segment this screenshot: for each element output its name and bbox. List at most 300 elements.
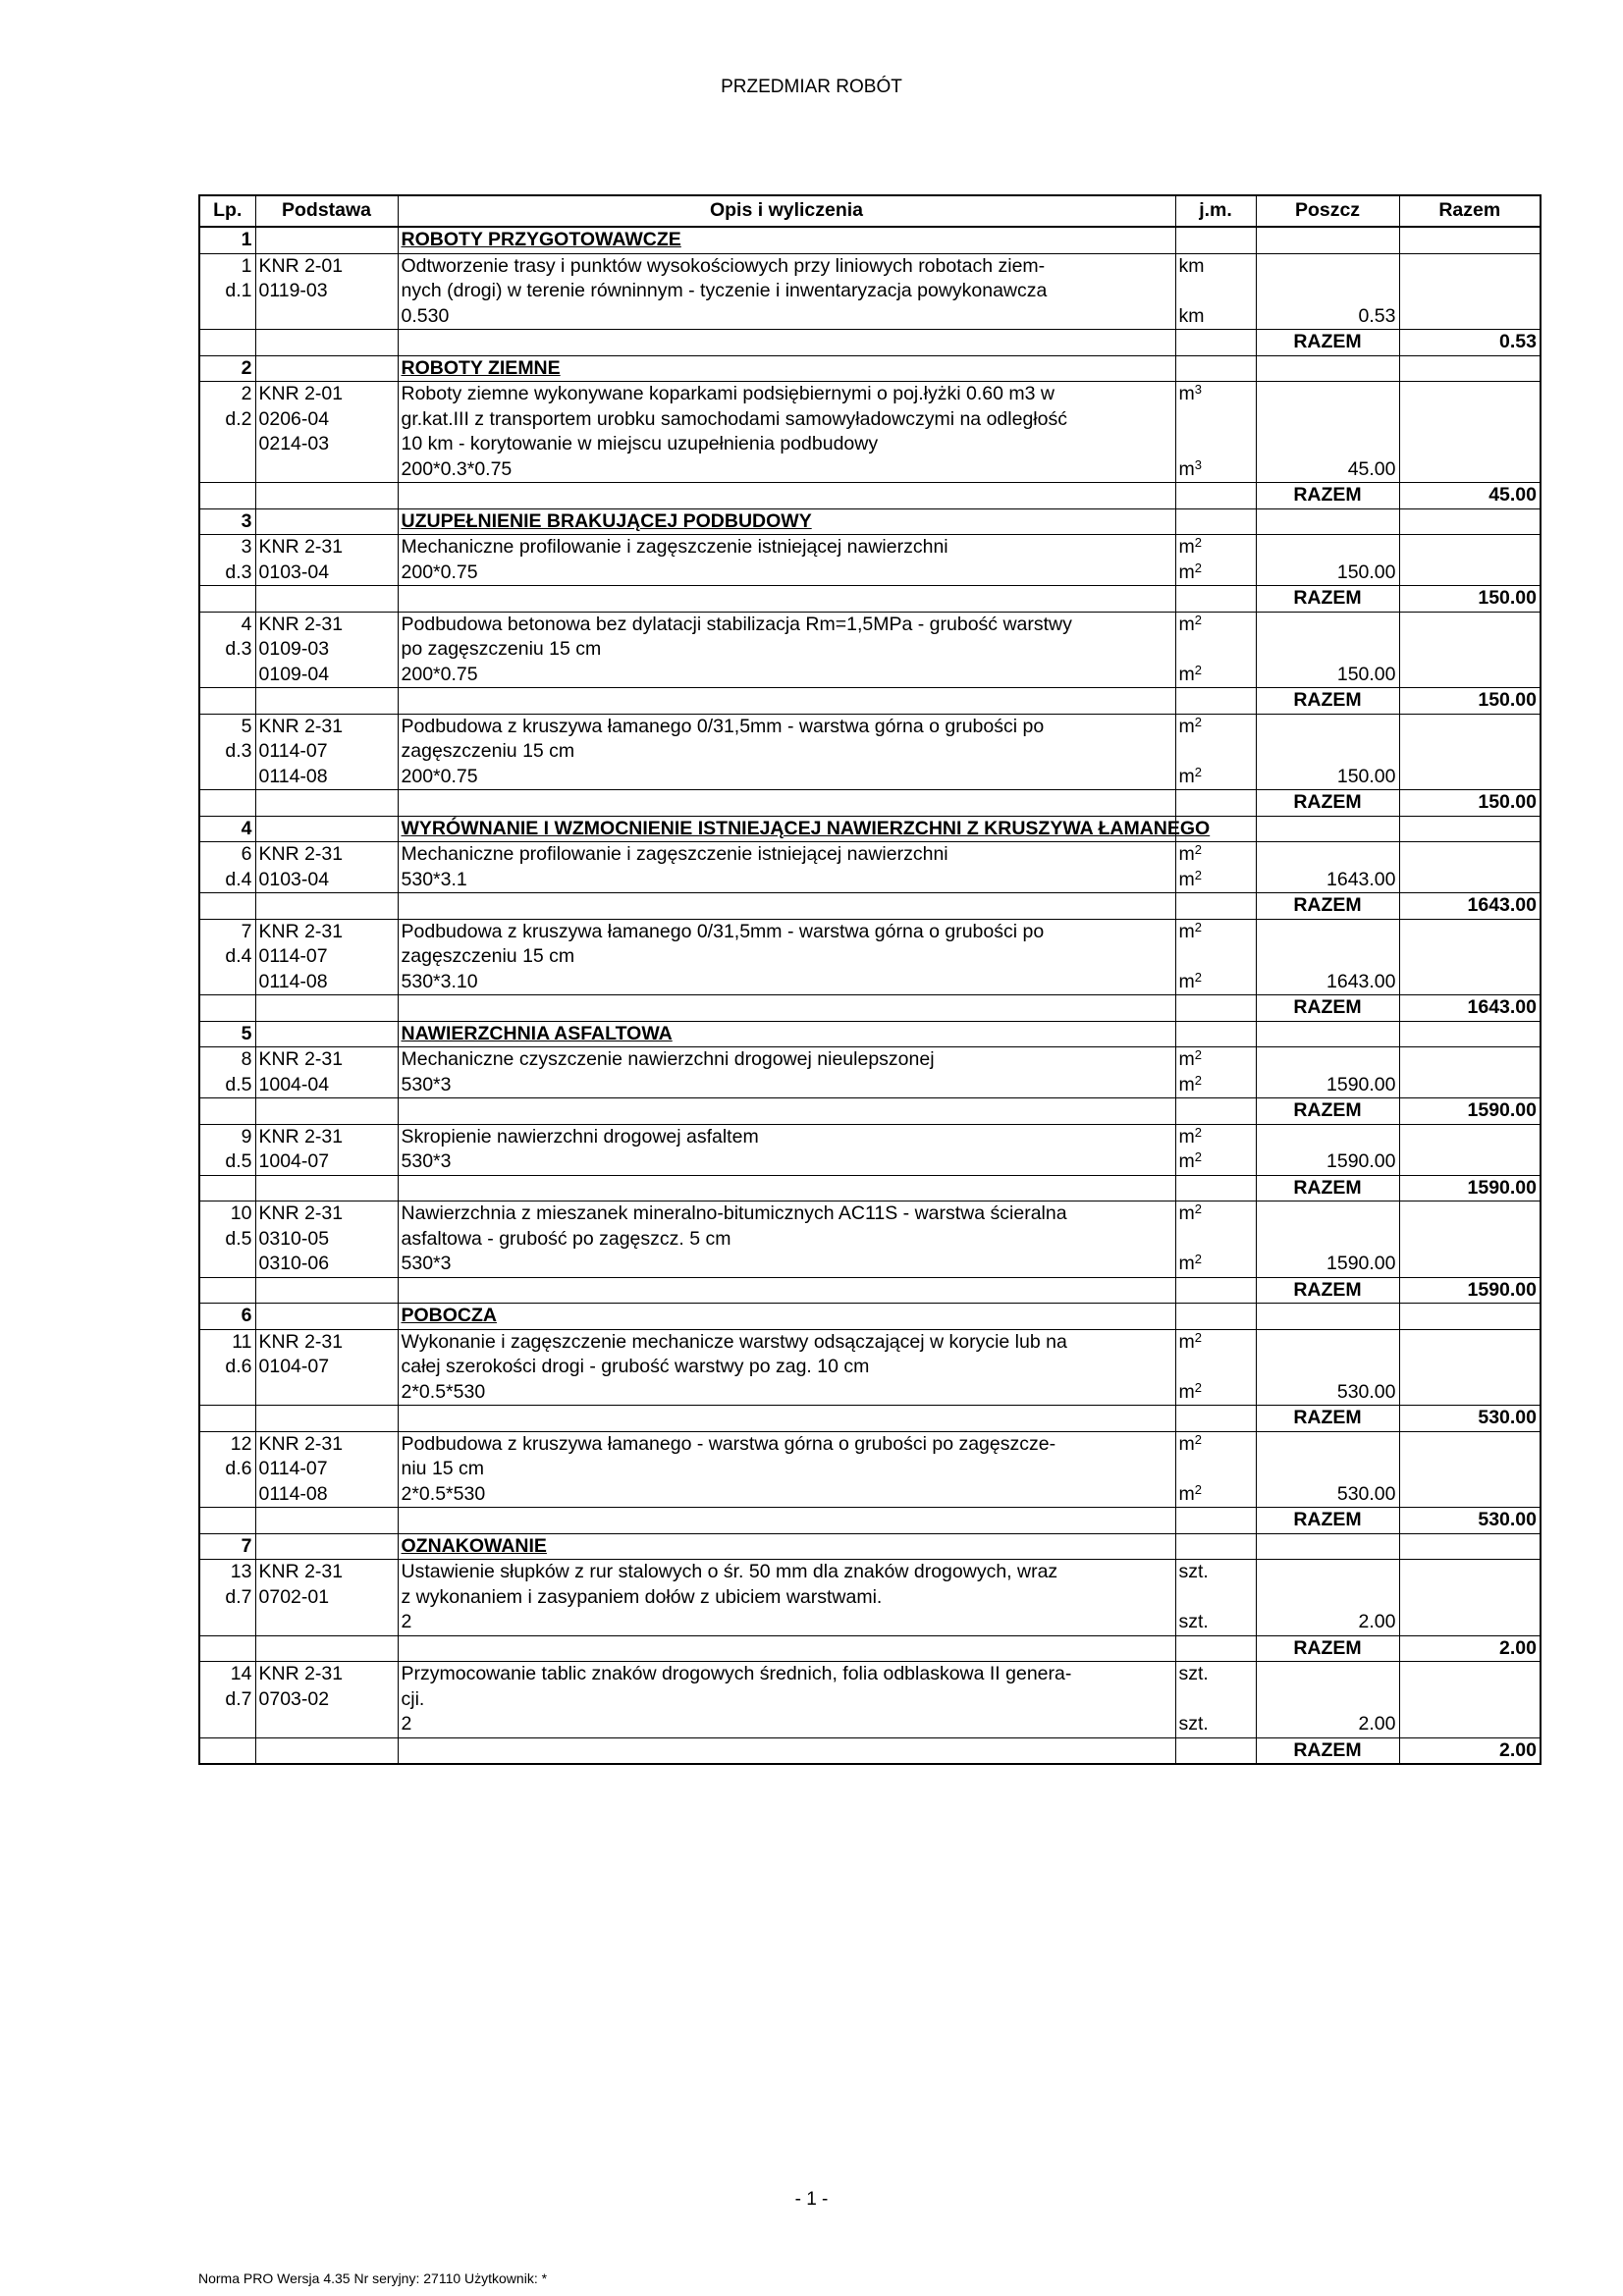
unit-exponent: 2 <box>1194 560 1202 575</box>
section-jm <box>1175 355 1256 382</box>
item-description: Mechaniczne profilowanie i zagęszczenie istniejącej nawierzchni <box>398 535 1175 561</box>
item-unit <box>1175 1457 1256 1482</box>
table-row <box>199 1560 1541 1585</box>
razem-jm <box>1175 995 1256 1022</box>
item-poszcz <box>1256 1662 1399 1687</box>
table-row <box>199 253 1541 279</box>
razem-value: 2.00 <box>1399 1635 1541 1662</box>
item-razem-empty <box>1399 1124 1541 1149</box>
item-razem-empty <box>1399 842 1541 868</box>
item-razem-empty <box>1399 663 1541 688</box>
item-description: Podbudowa z kruszywa łamanego - warstwa górna o grubości po zagęszcze- <box>398 1431 1175 1457</box>
table-row <box>199 612 1541 637</box>
razem-value: 150.00 <box>1399 586 1541 613</box>
section-podstawa <box>255 1304 398 1330</box>
item-unit <box>1175 1073 1256 1098</box>
item-description: z wykonaniem i zasypaniem dołów z ubiciem warstwami. <box>398 1585 1175 1611</box>
item-poszcz: 1590.00 <box>1256 1252 1399 1277</box>
item-unit <box>1175 1687 1256 1713</box>
item-calculation: 2*0.5*530 <box>398 1380 1175 1406</box>
item-lp <box>199 765 255 790</box>
item-razem-empty <box>1399 1380 1541 1406</box>
item-unit <box>1175 842 1256 868</box>
item-podstawa: 0703-02 <box>255 1687 398 1713</box>
razem-label: RAZEM <box>1256 1175 1399 1201</box>
item-poszcz <box>1256 1687 1399 1713</box>
item-podstawa: 1004-04 <box>255 1073 398 1098</box>
table-row <box>199 739 1541 765</box>
item-razem-empty <box>1399 279 1541 304</box>
razem-label: RAZEM <box>1256 1737 1399 1764</box>
item-poszcz: 0.53 <box>1256 304 1399 330</box>
unit-text: m <box>1178 1125 1195 1148</box>
item-unit <box>1175 612 1256 637</box>
item-description: 10 km - korytowanie w miejscu uzupełnienia podbudowy <box>398 432 1175 457</box>
item-unit <box>1175 1329 1256 1355</box>
item-poszcz <box>1256 1124 1399 1149</box>
item-unit <box>1175 1124 1256 1149</box>
section-number: 6 <box>199 1304 255 1330</box>
unit-exponent: 2 <box>1194 1047 1202 1062</box>
item-podstawa: 0109-03 <box>255 637 398 663</box>
section-podstawa <box>255 1021 398 1047</box>
item-lp: d.1 <box>199 279 255 304</box>
item-unit <box>1175 279 1256 304</box>
razem-opis <box>398 1737 1175 1764</box>
item-poszcz <box>1256 919 1399 944</box>
razem-opis <box>398 330 1175 356</box>
razem-jm <box>1175 1175 1256 1201</box>
item-calculation: 530*3 <box>398 1073 1175 1098</box>
unit-exponent: 2 <box>1194 662 1202 677</box>
item-razem-empty <box>1399 382 1541 407</box>
item-podstawa: KNR 2-01 <box>255 253 398 279</box>
item-razem-empty <box>1399 1047 1541 1073</box>
item-poszcz: 1643.00 <box>1256 970 1399 995</box>
razem-label: RAZEM <box>1256 893 1399 920</box>
table-row <box>199 1610 1541 1635</box>
item-poszcz <box>1256 1355 1399 1380</box>
header-poszcz: Poszcz <box>1256 195 1399 227</box>
section-title: ROBOTY ZIEMNE <box>398 355 1175 382</box>
razem-value: 0.53 <box>1399 330 1541 356</box>
razem-jm <box>1175 330 1256 356</box>
item-razem-empty <box>1399 1585 1541 1611</box>
razem-label: RAZEM <box>1256 790 1399 817</box>
razem-value: 2.00 <box>1399 1737 1541 1764</box>
item-lp: 6 <box>199 842 255 868</box>
section-podstawa <box>255 227 398 253</box>
razem-opis <box>398 1406 1175 1432</box>
item-poszcz <box>1256 944 1399 970</box>
item-description: Podbudowa betonowa bez dylatacji stabilizacja Rm=1,5MPa - grubość warstwy <box>398 612 1175 637</box>
item-razem-empty <box>1399 1252 1541 1277</box>
item-razem-empty <box>1399 535 1541 561</box>
section-row <box>199 1533 1541 1560</box>
header-podstawa: Podstawa <box>255 195 398 227</box>
table-row <box>199 970 1541 995</box>
section-row <box>199 1304 1541 1330</box>
item-lp: d.7 <box>199 1585 255 1611</box>
table-row <box>199 944 1541 970</box>
item-razem-empty <box>1399 304 1541 330</box>
razem-jm <box>1175 1737 1256 1764</box>
table-header-row <box>199 195 1541 227</box>
item-poszcz <box>1256 842 1399 868</box>
table-row <box>199 382 1541 407</box>
item-podstawa <box>255 457 398 483</box>
unit-exponent: 2 <box>1194 867 1202 882</box>
item-razem-empty <box>1399 1149 1541 1175</box>
razem-jm <box>1175 586 1256 613</box>
section-poszcz <box>1256 1304 1399 1330</box>
item-razem-empty <box>1399 1355 1541 1380</box>
section-poszcz <box>1256 355 1399 382</box>
razem-jm <box>1175 483 1256 509</box>
razem-label: RAZEM <box>1256 688 1399 715</box>
item-lp <box>199 1252 255 1277</box>
table-row <box>199 1073 1541 1098</box>
item-unit <box>1175 407 1256 433</box>
unit-text: szt. <box>1178 1663 1209 1684</box>
item-unit <box>1175 1227 1256 1253</box>
item-lp <box>199 1380 255 1406</box>
razem-podstawa <box>255 586 398 613</box>
item-lp <box>199 663 255 688</box>
document-title: PRZEDMIAR ROBÓT <box>721 77 902 97</box>
unit-exponent: 3 <box>1194 382 1202 397</box>
unit-exponent: 2 <box>1194 1124 1202 1140</box>
item-lp <box>199 432 255 457</box>
item-poszcz <box>1256 279 1399 304</box>
item-unit <box>1175 253 1256 279</box>
unit-exponent: 2 <box>1194 1072 1202 1088</box>
item-podstawa: 0114-07 <box>255 739 398 765</box>
razem-label: RAZEM <box>1256 1406 1399 1432</box>
razem-lp <box>199 1635 255 1662</box>
razem-opis <box>398 1175 1175 1201</box>
section-podstawa <box>255 508 398 535</box>
item-podstawa: 0206-04 <box>255 407 398 433</box>
item-calculation: 530*3.10 <box>398 970 1175 995</box>
table-row <box>199 637 1541 663</box>
item-poszcz: 1643.00 <box>1256 868 1399 893</box>
item-description: niu 15 cm <box>398 1457 1175 1482</box>
item-lp: 7 <box>199 919 255 944</box>
unit-text: m <box>1178 1048 1195 1070</box>
section-jm <box>1175 1021 1256 1047</box>
razem-value: 1590.00 <box>1399 1098 1541 1125</box>
item-lp: 13 <box>199 1560 255 1585</box>
razem-lp <box>199 483 255 509</box>
unit-text: m <box>1178 843 1195 865</box>
section-number: 1 <box>199 227 255 253</box>
razem-lp <box>199 1175 255 1201</box>
item-description: Roboty ziemne wykonywane koparkami podsiębiernymi o poj.łyżki 0.60 m3 w <box>398 382 1175 407</box>
razem-label: RAZEM <box>1256 483 1399 509</box>
unit-text: m <box>1178 1482 1195 1505</box>
item-razem-empty <box>1399 457 1541 483</box>
item-unit <box>1175 1355 1256 1380</box>
item-razem-empty <box>1399 407 1541 433</box>
table-row <box>199 1662 1541 1687</box>
item-poszcz <box>1256 1431 1399 1457</box>
item-poszcz: 2.00 <box>1256 1712 1399 1737</box>
item-poszcz <box>1256 612 1399 637</box>
section-podstawa <box>255 816 398 842</box>
razem-podstawa <box>255 1277 398 1304</box>
razem-jm <box>1175 1635 1256 1662</box>
table-row <box>199 765 1541 790</box>
razem-lp <box>199 330 255 356</box>
item-description: asfaltowa - grubość po zagęszcz. 5 cm <box>398 1227 1175 1253</box>
section-poszcz <box>1256 1533 1399 1560</box>
unit-exponent: 2 <box>1194 535 1202 550</box>
estimate-table <box>198 194 1542 1765</box>
table-row <box>199 407 1541 433</box>
table-row <box>199 1431 1541 1457</box>
item-razem-empty <box>1399 1431 1541 1457</box>
item-unit <box>1175 1431 1256 1457</box>
item-podstawa: 0103-04 <box>255 561 398 586</box>
table-row <box>199 1457 1541 1482</box>
table-row <box>199 842 1541 868</box>
section-jm <box>1175 1304 1256 1330</box>
table-row <box>199 304 1541 330</box>
razem-value: 1643.00 <box>1399 893 1541 920</box>
item-podstawa: 0702-01 <box>255 1585 398 1611</box>
unit-text: szt. <box>1178 1611 1209 1632</box>
razem-lp <box>199 1098 255 1125</box>
item-razem-empty <box>1399 868 1541 893</box>
item-unit <box>1175 1662 1256 1687</box>
item-lp <box>199 304 255 330</box>
item-razem-empty <box>1399 1687 1541 1713</box>
item-calculation: 530*3 <box>398 1149 1175 1175</box>
item-calculation: 530*3.1 <box>398 868 1175 893</box>
section-podstawa <box>255 1533 398 1560</box>
section-title: WYRÓWNANIE I WZMOCNIENIE ISTNIEJĄCEJ NAWIERZCHNI Z KRUSZYWA ŁAMANEGO <box>398 816 1175 842</box>
unit-text: km <box>1178 254 1205 277</box>
unit-exponent: 2 <box>1194 842 1202 857</box>
item-lp: d.4 <box>199 868 255 893</box>
unit-exponent: 2 <box>1194 1481 1202 1497</box>
razem-row <box>199 1508 1541 1534</box>
section-row <box>199 1021 1541 1047</box>
item-lp: d.2 <box>199 407 255 433</box>
section-podstawa <box>255 355 398 382</box>
item-unit <box>1175 1482 1256 1508</box>
item-lp: d.3 <box>199 637 255 663</box>
unit-text: m <box>1178 1073 1195 1095</box>
item-podstawa: 0114-08 <box>255 970 398 995</box>
item-poszcz: 1590.00 <box>1256 1149 1399 1175</box>
item-lp: d.3 <box>199 561 255 586</box>
item-calculation: 200*0.75 <box>398 765 1175 790</box>
razem-podstawa <box>255 1098 398 1125</box>
item-unit <box>1175 970 1256 995</box>
item-poszcz <box>1256 1560 1399 1585</box>
unit-exponent: 2 <box>1194 1431 1202 1447</box>
unit-exponent: 3 <box>1194 456 1202 472</box>
table-row <box>199 1712 1541 1737</box>
razem-opis <box>398 995 1175 1022</box>
table-row <box>199 1355 1541 1380</box>
razem-row <box>199 1098 1541 1125</box>
razem-row <box>199 1175 1541 1201</box>
unit-exponent: 2 <box>1194 1329 1202 1345</box>
item-podstawa: KNR 2-31 <box>255 535 398 561</box>
section-number: 2 <box>199 355 255 382</box>
razem-jm <box>1175 688 1256 715</box>
item-podstawa: 0310-06 <box>255 1252 398 1277</box>
razem-value: 150.00 <box>1399 790 1541 817</box>
unit-exponent: 2 <box>1194 919 1202 934</box>
item-unit <box>1175 1149 1256 1175</box>
item-unit <box>1175 535 1256 561</box>
section-poszcz <box>1256 816 1399 842</box>
razem-opis <box>398 790 1175 817</box>
item-unit <box>1175 1560 1256 1585</box>
item-poszcz: 530.00 <box>1256 1380 1399 1406</box>
item-razem-empty <box>1399 612 1541 637</box>
unit-exponent: 2 <box>1194 1201 1202 1216</box>
item-razem-empty <box>1399 970 1541 995</box>
razem-opis <box>398 586 1175 613</box>
item-unit <box>1175 432 1256 457</box>
item-poszcz: 530.00 <box>1256 1482 1399 1508</box>
item-poszcz <box>1256 535 1399 561</box>
razem-podstawa <box>255 1635 398 1662</box>
item-podstawa: 0103-04 <box>255 868 398 893</box>
item-podstawa: 0214-03 <box>255 432 398 457</box>
item-lp: d.7 <box>199 1687 255 1713</box>
razem-podstawa <box>255 330 398 356</box>
item-razem-empty <box>1399 1712 1541 1737</box>
item-unit <box>1175 1610 1256 1635</box>
item-podstawa: 0104-07 <box>255 1355 398 1380</box>
unit-exponent: 2 <box>1194 764 1202 779</box>
razem-lp <box>199 1406 255 1432</box>
razem-row <box>199 1277 1541 1304</box>
item-description: po zagęszczeniu 15 cm <box>398 637 1175 663</box>
razem-opis <box>398 1098 1175 1125</box>
item-unit <box>1175 457 1256 483</box>
razem-label: RAZEM <box>1256 1098 1399 1125</box>
item-lp: d.5 <box>199 1149 255 1175</box>
item-unit <box>1175 765 1256 790</box>
item-unit <box>1175 304 1256 330</box>
item-calculation: 200*0.75 <box>398 663 1175 688</box>
table-row <box>199 1585 1541 1611</box>
section-row <box>199 355 1541 382</box>
unit-text: m <box>1178 920 1195 942</box>
section-razem <box>1399 508 1541 535</box>
item-razem-empty <box>1399 1482 1541 1508</box>
razem-value: 1590.00 <box>1399 1175 1541 1201</box>
item-description: całej szerokości drogi - grubość warstwy po zag. 10 cm <box>398 1355 1175 1380</box>
item-lp: 10 <box>199 1201 255 1227</box>
section-row <box>199 508 1541 535</box>
section-poszcz <box>1256 508 1399 535</box>
section-jm <box>1175 227 1256 253</box>
razem-row <box>199 330 1541 356</box>
item-unit <box>1175 868 1256 893</box>
unit-text: m <box>1178 536 1195 558</box>
section-number: 7 <box>199 1533 255 1560</box>
unit-text: m <box>1178 765 1195 787</box>
item-unit <box>1175 1712 1256 1737</box>
item-unit <box>1175 944 1256 970</box>
table-row <box>199 714 1541 739</box>
section-row <box>199 227 1541 253</box>
section-number: 3 <box>199 508 255 535</box>
item-podstawa: 0114-07 <box>255 1457 398 1482</box>
item-razem-empty <box>1399 1329 1541 1355</box>
unit-text: m <box>1178 1150 1195 1172</box>
table-row <box>199 919 1541 944</box>
section-number: 4 <box>199 816 255 842</box>
item-description: cji. <box>398 1687 1175 1713</box>
item-podstawa: KNR 2-31 <box>255 1124 398 1149</box>
item-lp <box>199 1712 255 1737</box>
razem-lp <box>199 586 255 613</box>
item-unit <box>1175 663 1256 688</box>
item-lp: 14 <box>199 1662 255 1687</box>
section-razem <box>1399 1304 1541 1330</box>
razem-value: 150.00 <box>1399 688 1541 715</box>
unit-text: m <box>1178 663 1195 685</box>
item-podstawa: 0310-05 <box>255 1227 398 1253</box>
table-row <box>199 1252 1541 1277</box>
section-razem <box>1399 1021 1541 1047</box>
item-razem-empty <box>1399 1073 1541 1098</box>
item-razem-empty <box>1399 1610 1541 1635</box>
section-jm <box>1175 508 1256 535</box>
razem-jm <box>1175 1277 1256 1304</box>
table-row <box>199 1687 1541 1713</box>
table-row <box>199 663 1541 688</box>
item-poszcz: 2.00 <box>1256 1610 1399 1635</box>
header-opis: Opis i wyliczenia <box>398 195 1175 227</box>
razem-label: RAZEM <box>1256 1277 1399 1304</box>
item-razem-empty <box>1399 1662 1541 1687</box>
razem-value: 530.00 <box>1399 1406 1541 1432</box>
razem-lp <box>199 1277 255 1304</box>
item-lp: d.5 <box>199 1073 255 1098</box>
table-body <box>199 227 1541 1764</box>
razem-row <box>199 586 1541 613</box>
table-row <box>199 1149 1541 1175</box>
item-razem-empty <box>1399 765 1541 790</box>
item-poszcz: 150.00 <box>1256 561 1399 586</box>
item-lp: d.3 <box>199 739 255 765</box>
table-row <box>199 868 1541 893</box>
section-number: 5 <box>199 1021 255 1047</box>
item-unit <box>1175 739 1256 765</box>
item-description: zagęszczeniu 15 cm <box>398 944 1175 970</box>
item-unit <box>1175 1047 1256 1073</box>
razem-jm <box>1175 1508 1256 1534</box>
item-lp: 4 <box>199 612 255 637</box>
item-podstawa: KNR 2-31 <box>255 842 398 868</box>
section-razem <box>1399 355 1541 382</box>
unit-text: m <box>1178 1202 1195 1224</box>
razem-podstawa <box>255 483 398 509</box>
item-podstawa: 0114-07 <box>255 944 398 970</box>
item-podstawa: KNR 2-31 <box>255 1662 398 1687</box>
razem-label: RAZEM <box>1256 330 1399 356</box>
